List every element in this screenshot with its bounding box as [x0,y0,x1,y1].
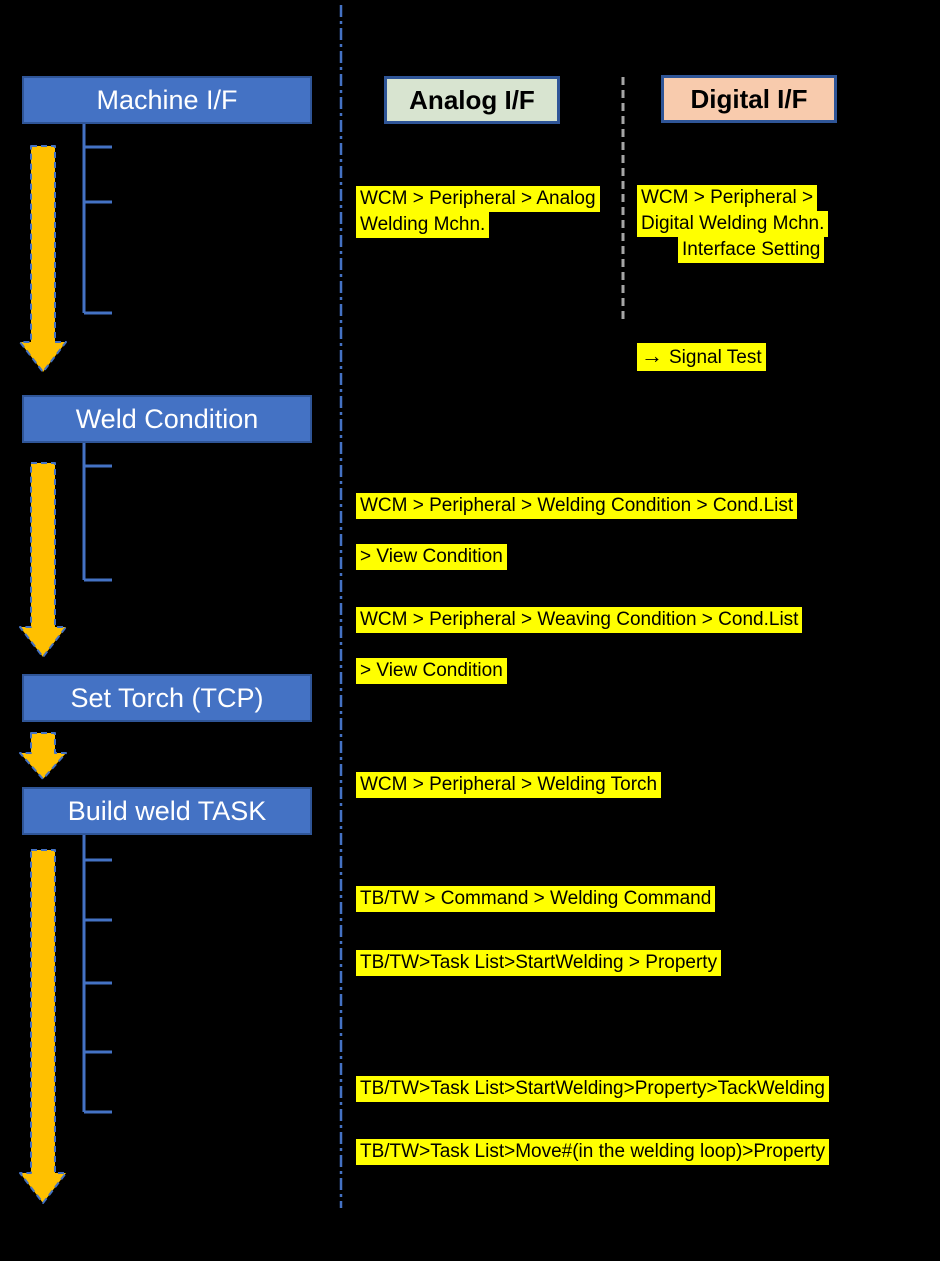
stage-label: Build weld TASK [67,796,267,826]
build-weld-task-tree-bracket [84,835,112,1112]
column-header-label: Analog I/F [409,85,535,115]
menu-path-digital-welding-machine-line2: Digital Welding Mchn. [637,211,828,237]
weld-condition-tree-bracket [84,443,112,580]
column-header-label: Digital I/F [690,84,808,114]
stage-label: Machine I/F [96,85,238,115]
menu-path-signal-test [637,343,766,371]
down-arrow-set-torch [20,733,66,779]
menu-path-weaving-condition-cond-list: WCM > Peripheral > Weaving Condition > Cond.List [356,607,802,633]
stage-box-machine-if [22,76,312,124]
menu-path-welding-view-condition: > View Condition [356,544,507,570]
stage-box-build-weld-task [22,787,312,835]
menu-path-digital-welding-machine-line1: WCM > Peripheral > [637,185,817,211]
down-arrow-weld-condition [20,463,66,657]
menu-path-digital-welding-machine-line3: Interface Setting [678,237,824,263]
menu-path-weaving-view-condition: > View Condition [356,658,507,684]
menu-path-welding-condition-cond-list: WCM > Peripheral > Welding Condition > Cond.List [356,493,797,519]
right-arrow-icon: → [641,343,663,368]
signal-test-label: Signal Test [669,347,762,368]
menu-path-welding-command: TB/TW > Command > Welding Command [356,886,715,912]
stage-label: Weld Condition [75,404,259,434]
menu-path-welding-torch: WCM > Peripheral > Welding Torch [356,772,661,798]
down-arrow-build-weld-task [20,850,66,1203]
menu-path-analog-welding-machine-line2: Welding Mchn. [356,212,489,238]
stage-box-set-torch-tcp [22,674,312,722]
machine-if-tree-bracket [84,124,112,313]
down-arrow-machine-if [20,146,66,372]
stage-box-weld-condition [22,395,312,443]
menu-path-tack-welding: TB/TW>Task List>StartWelding>Property>TackWelding [356,1076,829,1102]
column-header-analog-if [384,76,560,124]
menu-path-move-in-welding-loop: TB/TW>Task List>Move#(in the welding loop)>Property [356,1139,829,1165]
stage-label: Set Torch (TCP) [70,683,264,713]
menu-path-analog-welding-machine-line1: WCM > Peripheral > Analog [356,186,600,212]
column-header-digital-if [661,75,837,123]
menu-path-start-welding-property: TB/TW>Task List>StartWelding > Property [356,950,721,976]
